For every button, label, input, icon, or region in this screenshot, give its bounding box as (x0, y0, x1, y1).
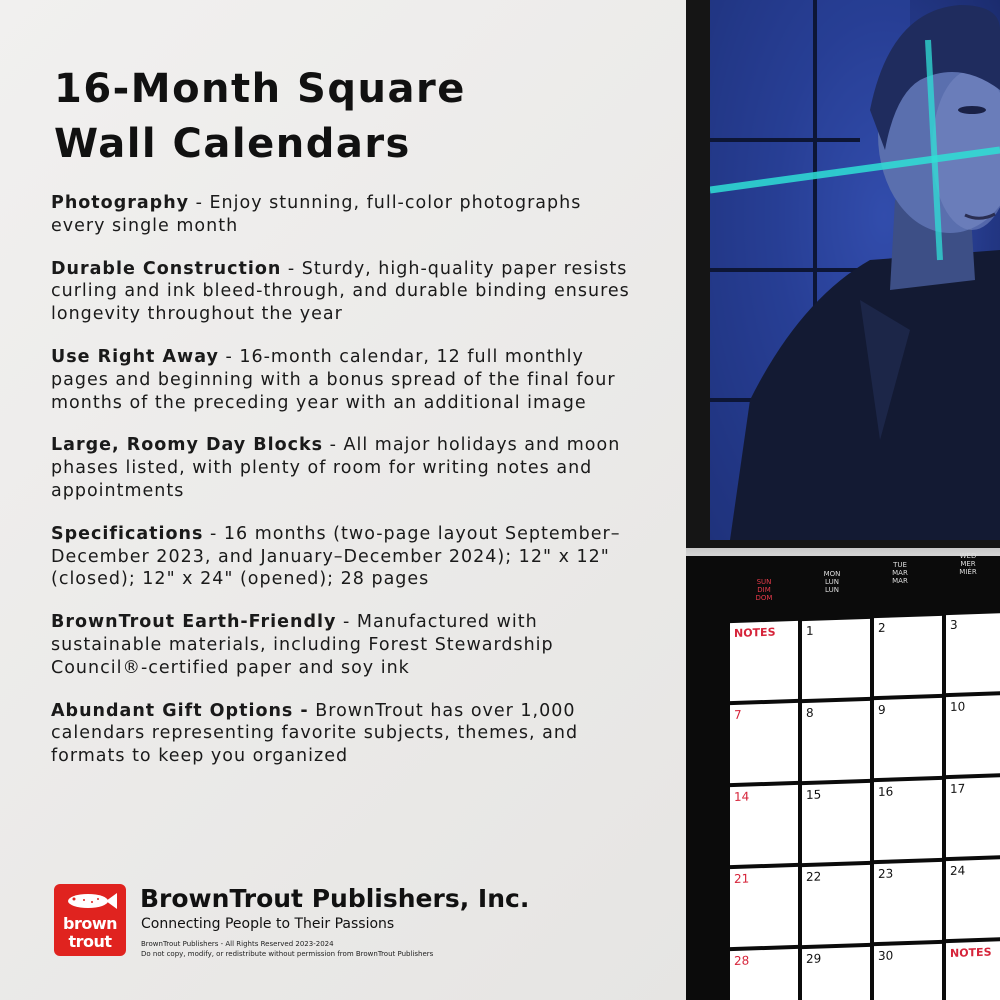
feature-photography: Photography - Enjoy stunning, full-color photographs every single month (51, 193, 582, 236)
copyright-line-2: Do not copy, modify, or redistribute without permission from BrownTrout Publishers (141, 950, 434, 958)
feature-day-blocks: Large, Roomy Day Blocks - All major holidays and moon phases listed, with plenty of room for writing notes and appointments (51, 435, 621, 501)
day-cell: 21 (730, 867, 798, 947)
publisher-tagline: Connecting People to Their Passions (141, 916, 395, 932)
day-cell: 22 (802, 865, 870, 945)
calendar-photo (710, 0, 1000, 540)
weekday-monday: MON LUN LUN (823, 570, 841, 594)
copyright-line-1: BrownTrout Publishers - All Rights Reserved 2023-2024 (141, 940, 334, 948)
day-cell: 3 (946, 613, 1000, 693)
day-cell: 29 (802, 947, 870, 1000)
calendar-grid-page (686, 552, 1000, 1000)
weekday-headers (734, 552, 1000, 612)
day-cell: 28 (730, 949, 798, 1000)
day-cell-notes-bottom: NOTES (946, 941, 1000, 1000)
day-cell: 8 (802, 701, 870, 781)
calendar-photo-frame (686, 0, 1000, 548)
day-cell: 2 (874, 616, 942, 696)
browntrout-logo (54, 884, 126, 956)
brand-block (54, 884, 654, 964)
day-cell: 30 (874, 944, 942, 1000)
day-cell: 17 (946, 777, 1000, 857)
day-cell: 1 (802, 619, 870, 699)
day-cell: 23 (874, 862, 942, 942)
day-cell: 10 (946, 695, 1000, 775)
day-cell: 14 (730, 785, 798, 865)
day-cell: 7 (730, 703, 798, 783)
logo-text-trout: trout (68, 932, 112, 951)
title-line-1: 16-Month Square (54, 66, 466, 112)
weekday-tuesday: TUE MAR MAR (892, 561, 908, 585)
day-cell: 9 (874, 698, 942, 778)
day-cell: 16 (874, 780, 942, 860)
feature-specifications: Specifications - 16 months (two-page layout September–December 2023, and January–December 2024); 12" x 12" (closed); 12" x 24" (opened); 28 pages (51, 523, 621, 590)
copyright-notice (141, 939, 433, 959)
weekday-sunday: SUN DIM DOM (755, 578, 773, 602)
portrait-illustration (710, 0, 1000, 540)
day-cell-notes-top: NOTES (730, 621, 798, 701)
day-cell: 24 (946, 859, 1000, 939)
calendar-preview (686, 0, 1000, 1000)
logo-text-brown: brown (62, 914, 117, 933)
title-line-2: Wall Calendars (54, 121, 411, 167)
weekday-wednesday: WED MER MIÉR (959, 552, 977, 576)
page-title (54, 62, 654, 172)
feature-gift-options: Abundant Gift Options - BrownTrout has over 1,000 calendars representing favorite subjects, themes, and formats to keep you organized (51, 700, 579, 767)
feature-earth-friendly: BrownTrout Earth-Friendly - Manufactured with sustainable materials, including Forest Stewardship Council®-certified paper and soy ink (51, 612, 554, 678)
publisher-name: BrownTrout Publishers, Inc. (140, 884, 530, 913)
feature-durable-construction: Durable Construction - Sturdy, high-quality paper resists curling and ink bleed-through, and durable binding ensures longevity throughout the year (51, 258, 630, 325)
feature-list (51, 192, 631, 788)
trout-fish-icon (62, 890, 118, 912)
feature-use-right-away: Use Right Away - 16-month calendar, 12 full monthly pages and beginning with a bonus spread of the final four months of the preceding year with an additional image (51, 346, 616, 413)
day-cell: 15 (802, 783, 870, 863)
